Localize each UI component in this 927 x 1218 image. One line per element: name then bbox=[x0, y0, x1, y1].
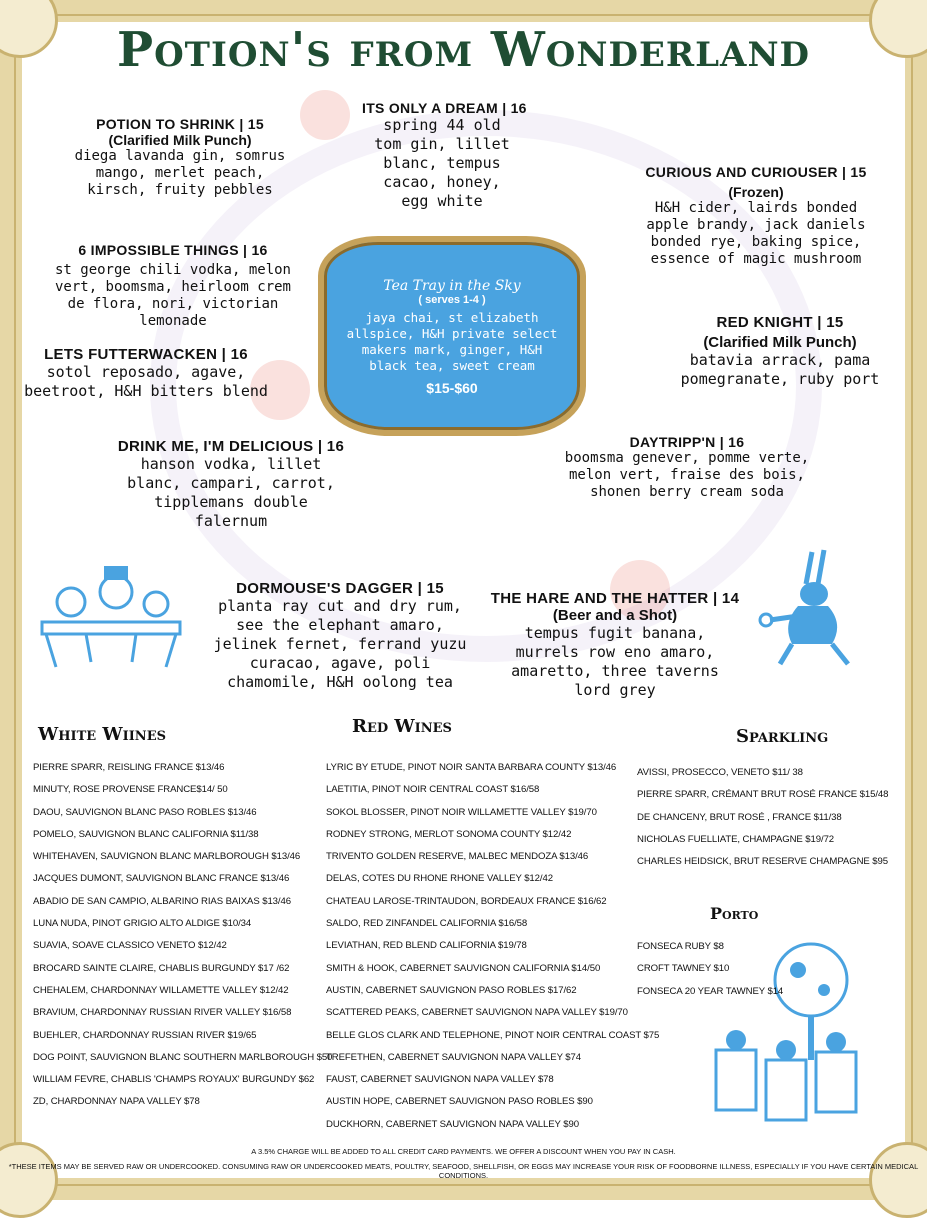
mad-tea-party-illustration-icon bbox=[36, 562, 186, 672]
porto-list bbox=[637, 936, 783, 1003]
wine-item: WHITEHAVEN, SAUVIGNON BLANC MARLBOROUGH $13/46 bbox=[33, 851, 301, 863]
wine-item: CHEHALEM, CHARDONNAY WILLAMETTE VALLEY $12/42 bbox=[33, 984, 289, 996]
flower-icon bbox=[300, 90, 350, 140]
wine-item: RODNEY STRONG, MERLOT SONOMA COUNTY $12/42 bbox=[326, 828, 572, 840]
cocktail-ingredients: boomsma genever, pomme verte, melon vert, fraise des bois, shonen berry cream soda bbox=[564, 450, 810, 500]
cocktail-curious-and-curiouser bbox=[640, 164, 872, 268]
cocktail-ingredients: H&H cider, lairds bonded apple brandy, jack daniels bonded rye, baking spice, essence of magic mushroom bbox=[646, 200, 866, 267]
cocktail-subtitle: (Beer and a Shot) bbox=[552, 607, 678, 624]
cocktail-name: DAYTRIPP'N | 16 bbox=[629, 434, 745, 450]
cocktail-drink-me bbox=[117, 438, 345, 531]
wine-item: PIERRE SPARR, REISLING FRANCE $13/46 bbox=[33, 762, 225, 773]
white-wines-heading: White Wiines bbox=[38, 724, 166, 745]
wine-item: JACQUES DUMONT, SAUVIGNON BLANC FRANCE $13/46 bbox=[33, 873, 290, 885]
wine-item: SMITH & HOOK, CABERNET SAUVIGNON CALIFORNIA $14/50 bbox=[326, 962, 601, 974]
cocktail-ingredients: tempus fugit banana, murrels row eno amaro, amaretto, three taverns lord grey bbox=[511, 624, 719, 699]
wine-item: CROFT TAWNEY $10 bbox=[637, 963, 730, 975]
white-rabbit-illustration-icon bbox=[752, 544, 872, 669]
wine-item: BELLE GLOS CLARK AND TELEPHONE, PINOT NOIR CENTRAL COAST $75 bbox=[326, 1029, 660, 1041]
wine-item: LAETITIA, PINOT NOIR CENTRAL COAST $16/58 bbox=[326, 784, 540, 796]
white-wines-list bbox=[33, 757, 332, 1114]
page-title: Potion's from Wonderland bbox=[116, 22, 811, 78]
cocktail-name: LETS FUTTERWACKEN | 16 bbox=[44, 346, 248, 363]
credit-card-note: A 3.5% CHARGE WILL BE ADDED TO ALL CREDIT CARD PAYMENTS. WE OFFER A DISCOUNT WHEN YOU PAY IN CASH. bbox=[251, 1147, 676, 1156]
wine-item: BROCARD SAINTE CLAIRE, CHABLIS BURGUNDY $17 /62 bbox=[33, 962, 290, 974]
red-wines-heading: Red Wines bbox=[352, 716, 452, 737]
sparkling-heading: Sparkling bbox=[736, 726, 829, 747]
sparkling-list bbox=[637, 762, 888, 873]
cocktail-ingredients: st george chili vodka, melon vert, boomsma, heirloom crem de flora, nori, victorian lemonade bbox=[54, 262, 291, 329]
wine-item: DE CHANCENY, BRUT ROSÉ , FRANCE $11/38 bbox=[637, 811, 842, 823]
wine-item: BUEHLER, CHARDONNAY RUSSIAN RIVER $19/65 bbox=[33, 1029, 257, 1041]
wine-item: LYRIC BY ETUDE, PINOT NOIR SANTA BARBARA COUNTY $13/46 bbox=[326, 762, 617, 773]
red-wines-list bbox=[326, 757, 659, 1136]
cocktail-hare-and-hatter bbox=[490, 590, 740, 700]
cocktail-ingredients: hanson vodka, lillet blanc, campari, carrot, tipplemans double falernum bbox=[127, 455, 335, 530]
cocktail-subtitle: (Clarified Milk Punch) bbox=[108, 132, 252, 148]
cocktail-its-only-a-dream bbox=[362, 100, 527, 211]
cocktail-dormouses-dagger bbox=[210, 580, 470, 692]
raw-food-warning: *THESE ITEMS MAY BE SERVED RAW OR UNDERCOOKED. CONSUMING RAW OR UNDERCOOKED MEATS, POULTRY, SEAFOOD, SHELLFISH, OR EGGS MAY INCREASE YOUR RISK OF FOODBORNE ILLNESS, ESPECIALLY IF YOU HAVE CERTAIN MEDICAL CONDITIONS. bbox=[8, 1162, 919, 1180]
cocktail-ingredients: diega lavanda gin, somrus mango, merlet peach, kirsch, fruity pebbles bbox=[74, 148, 286, 198]
wine-item: AUSTIN HOPE, CABERNET SAUVIGNON PASO ROBLES $90 bbox=[326, 1096, 593, 1108]
cocktail-name: THE HARE AND THE HATTER | 14 bbox=[490, 590, 740, 607]
wine-item: SOKOL BLOSSER, PINOT NOIR WILLAMETTE VALLEY $19/70 bbox=[326, 806, 597, 818]
wine-item: SALDO, RED ZINFANDEL CALIFORNIA $16/58 bbox=[326, 918, 528, 930]
wine-item: WILLIAM FEVRE, CHABLIS 'CHAMPS ROYAUX' BURGUNDY $62 bbox=[33, 1074, 315, 1086]
cocktail-name: DORMOUSE'S DAGGER | 15 bbox=[236, 580, 444, 597]
cocktail-name: ITS ONLY A DREAM | 16 bbox=[362, 100, 527, 116]
cocktail-potion-to-shrink bbox=[70, 116, 290, 199]
tea-ingredients: jaya chai, st elizabeth allspice, H&H private select makers mark, ginger, H&H black tea, sweet cream bbox=[346, 310, 558, 373]
cocktail-name: CURIOUS AND CURIOUSER | 15 bbox=[645, 164, 867, 180]
wine-item: DELAS, COTES DU RHONE RHONE VALLEY $12/42 bbox=[326, 873, 553, 885]
wine-item: LEVIATHAN, RED BLEND CALIFORNIA $19/78 bbox=[326, 940, 527, 952]
cocktail-name: RED KNIGHT | 15 bbox=[716, 314, 844, 331]
wine-item: ZD, CHARDONNAY NAPA VALLEY $78 bbox=[33, 1096, 200, 1108]
wine-item: AUSTIN, CABERNET SAUVIGNON PASO ROBLES $17/62 bbox=[326, 984, 577, 996]
cocktail-ingredients: planta ray cut and dry rum, see the elephant amaro, jelinek fernet, ferrand yuzu curacao, agave, poli chamomile, H&H oolong tea bbox=[213, 597, 467, 691]
wine-item: TRIVENTO GOLDEN RESERVE, MALBEC MENDOZA $13/46 bbox=[326, 851, 589, 863]
cocktail-name: 6 IMPOSSIBLE THINGS | 16 bbox=[78, 242, 268, 258]
wine-item: FAUST, CABERNET SAUVIGNON NAPA VALLEY $78 bbox=[326, 1074, 554, 1086]
wine-item: MINUTY, ROSE PROVENSE FRANCE$14/ 50 bbox=[33, 784, 228, 796]
tea-serves: ( serves 1-4 ) bbox=[418, 294, 486, 306]
wine-item: CHATEAU LAROSE-TRINTAUDON, BORDEAUX FRANCE $16/62 bbox=[326, 895, 607, 907]
cocktail-subtitle: (Frozen) bbox=[728, 184, 784, 200]
cocktail-lets-futterwacken bbox=[18, 346, 274, 401]
wine-item: SUAVIA, SOAVE CLASSICO VENETO $12/42 bbox=[33, 940, 227, 952]
cocktail-6-impossible-things bbox=[48, 242, 298, 330]
wine-item: POMELO, SAUVIGNON BLANC CALIFORNIA $11/38 bbox=[33, 828, 259, 840]
tea-price: $15-$60 bbox=[426, 380, 478, 396]
wine-item: DOG POINT, SAUVIGNON BLANC SOUTHERN MARLBOROUGH $50 bbox=[33, 1051, 333, 1063]
wine-item: AVISSI, PROSECCO, VENETO $11/ 38 bbox=[637, 767, 803, 778]
cocktail-subtitle: (Clarified Milk Punch) bbox=[703, 334, 857, 351]
wine-item: BRAVIUM, CHARDONNAY RUSSIAN RIVER VALLEY $16/58 bbox=[33, 1007, 292, 1019]
wine-item: CHARLES HEIDSICK, BRUT RESERVE CHAMPAGNE $95 bbox=[637, 856, 888, 868]
cocktail-name: POTION TO SHRINK | 15 bbox=[96, 116, 264, 132]
wine-item: DUCKHORN, CABERNET SAUVIGNON NAPA VALLEY $90 bbox=[326, 1118, 579, 1130]
wine-item: FONSECA 20 YEAR TAWNEY $14 bbox=[637, 985, 784, 997]
cocktail-daytrippn bbox=[560, 434, 814, 501]
cocktail-name: DRINK ME, I'M DELICIOUS | 16 bbox=[117, 438, 345, 455]
cocktail-red-knight bbox=[680, 314, 880, 389]
wine-item: SCATTERED PEAKS, CABERNET SAUVIGNON NAPA VALLEY $19/70 bbox=[326, 1007, 628, 1019]
wine-item: ABADIO DE SAN CAMPIO, ALBARINO RIAS BAIXAS $13/46 bbox=[33, 895, 291, 907]
tea-name: Tea Tray in the Sky bbox=[383, 278, 521, 294]
wine-item: NICHOLAS FUELLIATE, CHAMPAGNE $19/72 bbox=[637, 833, 835, 845]
wine-item: TREFETHEN, CABERNET SAUVIGNON NAPA VALLEY $74 bbox=[326, 1051, 581, 1063]
wine-item: DAOU, SAUVIGNON BLANC PASO ROBLES $13/46 bbox=[33, 806, 257, 818]
cocktail-ingredients: batavia arrack, pama pomegranate, ruby port bbox=[680, 351, 880, 388]
tea-tray-plaque bbox=[318, 236, 586, 436]
cocktail-ingredients: sotol reposado, agave, beetroot, H&H bitters blend bbox=[24, 363, 268, 400]
cocktail-ingredients: spring 44 old tom gin, lillet blanc, tempus cacao, honey, egg white bbox=[374, 116, 510, 210]
wine-item: LUNA NUDA, PINOT GRIGIO ALTO ALDIGE $10/34 bbox=[33, 918, 252, 930]
wine-item: PIERRE SPARR, CRÉMANT BRUT ROSÉ FRANCE $15/48 bbox=[637, 789, 889, 801]
wine-item: FONSECA RUBY $8 bbox=[637, 941, 724, 952]
porto-heading: Porto bbox=[710, 904, 759, 923]
